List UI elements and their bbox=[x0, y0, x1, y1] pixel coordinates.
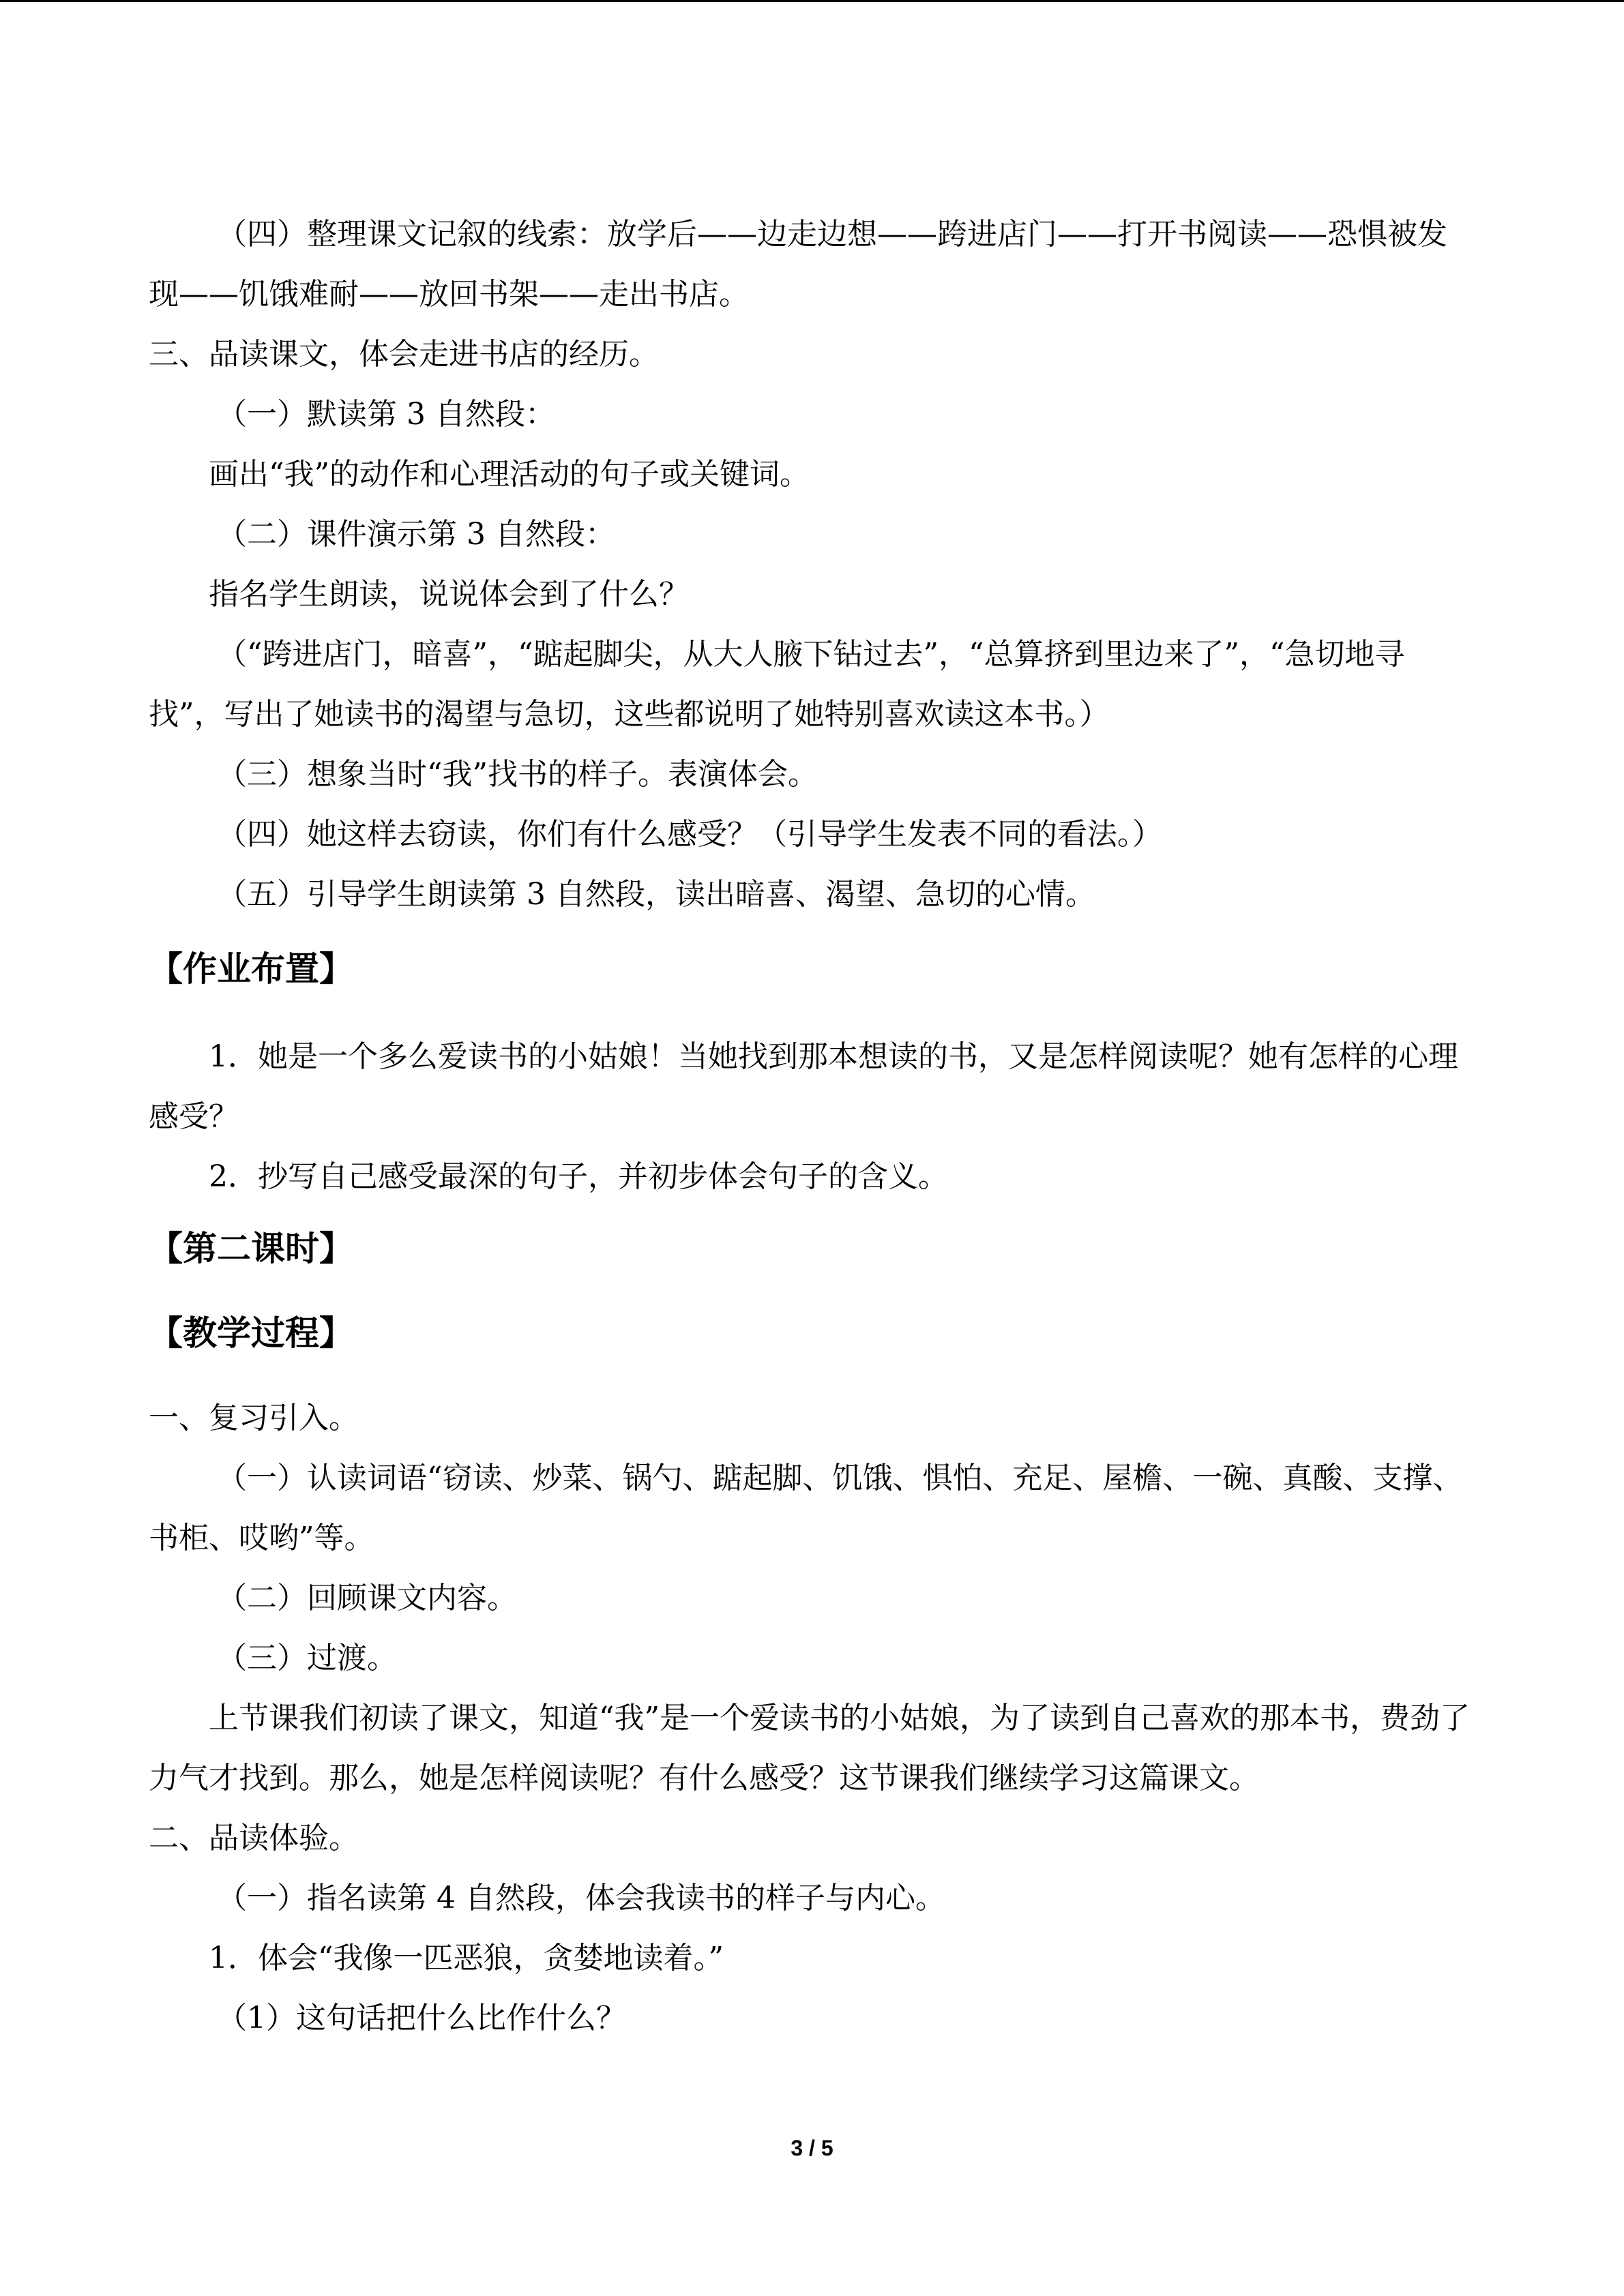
heading-second-lesson: 【第二课时】 bbox=[149, 1229, 353, 1268]
paragraph: 上节课我们初读了课文，知道“我”是一个爱读书的小姑娘，为了读到自己喜欢的那本书，费劲了力气才找到。那么，她是怎样阅读呢？有什么感受？这节课我们继续学习这篇课文。 bbox=[149, 1701, 1470, 1795]
paragraph: （三）想象当时“我”找书的样子。表演体会。 bbox=[217, 757, 818, 792]
paragraph: 1．体会“我像一匹恶狼，贪婪地读着。” bbox=[209, 1941, 724, 1976]
heading-homework: 【作业布置】 bbox=[149, 949, 353, 989]
paragraph: （“跨进店门，暗喜”，“踮起脚尖，从大人腋下钻过去”，“总算挤到里边来了”，“急切地寻找”，写出了她读书的渴望与急切，这些都说明了她特别喜欢读这本书。） bbox=[149, 637, 1405, 732]
section-heading: 一、复习引入。 bbox=[149, 1401, 359, 1435]
paragraph: （一）默读第 3 自然段： bbox=[217, 397, 555, 432]
paragraph: （三）过渡。 bbox=[217, 1641, 397, 1675]
paragraph: （一）指名读第 4 自然段，体会我读书的样子与内心。 bbox=[217, 1881, 945, 1915]
paragraph: （二）课件演示第 3 自然段： bbox=[217, 517, 615, 552]
paragraph: （二）回顾课文内容。 bbox=[217, 1581, 517, 1615]
heading-teaching-process: 【教学过程】 bbox=[149, 1313, 353, 1353]
paragraph: 画出“我”的动作和心理活动的句子或关键词。 bbox=[209, 457, 810, 492]
section-heading: 二、品读体验。 bbox=[149, 1821, 359, 1855]
paragraph: （五）引导学生朗读第 3 自然段，读出暗喜、渴望、急切的心情。 bbox=[217, 877, 1095, 912]
paragraph: 1．她是一个多么爱读书的小姑娘！当她找到那本想读的书，又是怎样阅读呢？她有怎样的心理感受？ bbox=[149, 1039, 1458, 1134]
paragraph: （一）认读词语“窃读、炒菜、锅勺、踮起脚、饥饿、惧怕、充足、屋檐、一碗、真酸、支撑、书柜、哎哟”等。 bbox=[149, 1461, 1463, 1555]
page-number: 3 / 5 bbox=[791, 2136, 833, 2160]
paragraph: （四）她这样去窃读，你们有什么感受？（引导学生发表不同的看法。） bbox=[217, 817, 1162, 852]
section-heading: 三、品读课文，体会走进书店的经历。 bbox=[149, 337, 659, 372]
paragraph: 指名学生朗读，说说体会到了什么？ bbox=[209, 577, 689, 612]
paragraph: 2．抄写自己感受最深的句子，并初步体会句子的含义。 bbox=[209, 1159, 948, 1194]
paragraph: （1）这句话把什么比作什么？ bbox=[217, 2001, 626, 2036]
top-border-line bbox=[0, 0, 1624, 2]
paragraph: （四）整理课文记叙的线索：放学后——边走边想——跨进店门——打开书阅读——恐惧被发现——饥饿难耐——放回书架——走出书店。 bbox=[149, 217, 1447, 312]
document-body bbox=[149, 205, 1475, 2048]
